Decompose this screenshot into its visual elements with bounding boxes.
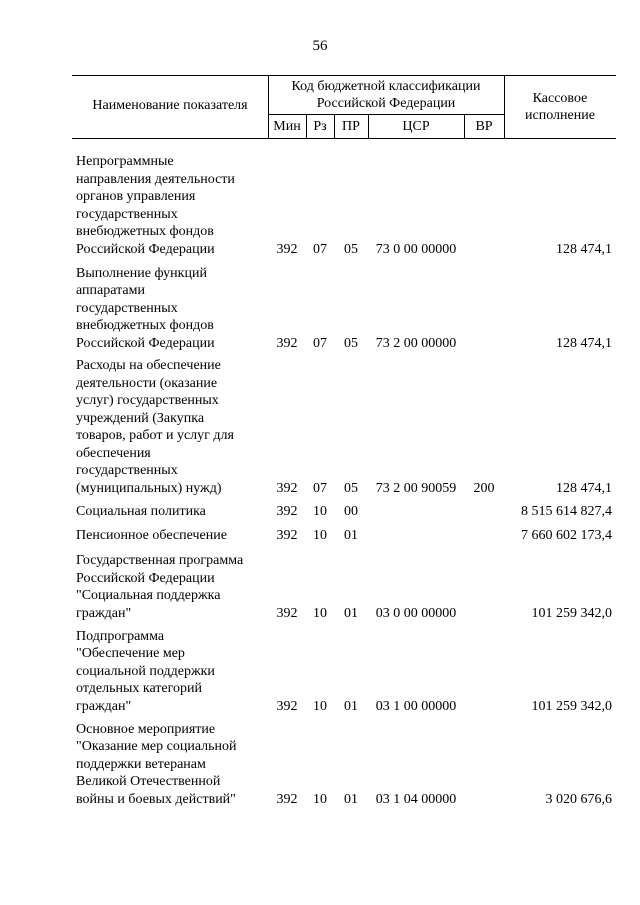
table-row <box>0 626 640 715</box>
row-amount: 128 474,1 <box>556 335 612 351</box>
header-vr: ВР <box>475 119 493 134</box>
row-name: Расходы на обеспечение деятельности (оказание услуг) государственных учреждений (Закупка товаров, работ и услуг для обеспечения государственных (муниципальных) нужд) <box>76 358 234 496</box>
row-min: 392 <box>276 503 298 519</box>
row-amount: 8 515 614 827,4 <box>521 503 612 519</box>
row-min: 392 <box>276 480 298 496</box>
row-pr: 05 <box>344 335 358 351</box>
row-amount: 101 259 342,0 <box>531 698 612 714</box>
row-name: Пенсионное обеспечение <box>76 527 227 543</box>
row-csr: 03 1 00 00000 <box>375 698 457 714</box>
row-csr: 03 0 00 00000 <box>375 605 457 621</box>
row-pr: 01 <box>344 605 358 621</box>
table-row <box>0 263 640 352</box>
row-rz: 10 <box>313 791 327 807</box>
table-row <box>0 550 640 622</box>
row-min: 392 <box>276 605 298 621</box>
row-amount: 128 474,1 <box>556 241 612 257</box>
table-row <box>0 526 640 544</box>
row-amount: 101 259 342,0 <box>531 605 612 621</box>
row-rz: 07 <box>313 241 327 257</box>
row-rz: 10 <box>313 503 327 519</box>
header-csr: ЦСР <box>402 119 430 134</box>
row-csr: 03 1 04 00000 <box>375 791 457 807</box>
row-amount: 7 660 602 173,4 <box>521 527 612 543</box>
row-rz: 10 <box>313 527 327 543</box>
header-min: Мин <box>273 119 301 134</box>
row-min: 392 <box>276 698 298 714</box>
row-vr: 200 <box>473 480 495 496</box>
row-rz: 10 <box>313 605 327 621</box>
row-name: Социальная политика <box>76 503 206 519</box>
row-csr: 73 0 00 00000 <box>375 241 457 257</box>
row-min: 392 <box>276 241 298 257</box>
row-rz: 07 <box>313 335 327 351</box>
header-name-col: Наименование показателя <box>92 98 248 113</box>
page-number: 56 <box>312 38 328 54</box>
header-code-group-line2: Российской Федерации <box>316 96 456 111</box>
table-row <box>0 719 640 808</box>
row-pr: 01 <box>344 527 358 543</box>
row-rz: 10 <box>313 698 327 714</box>
row-pr: 01 <box>344 698 358 714</box>
row-pr: 05 <box>344 480 358 496</box>
table-row <box>0 355 640 497</box>
row-min: 392 <box>276 791 298 807</box>
row-name: Государственная программа Российской Федерации "Социальная поддержка граждан" <box>76 553 244 621</box>
row-rz: 07 <box>313 480 327 496</box>
row-name: Подпрограмма "Обеспечение мер социальной поддержки отдельных категорий граждан" <box>76 628 215 714</box>
header-pr: ПР <box>342 119 360 134</box>
row-pr: 00 <box>344 503 358 519</box>
row-name: Выполнение функций аппаратами государственных внебюджетных фондов Российской Федерации <box>76 265 215 351</box>
row-min: 392 <box>276 527 298 543</box>
row-amount: 128 474,1 <box>556 480 612 496</box>
row-csr: 73 2 00 90059 <box>375 480 457 496</box>
table-row <box>0 152 640 258</box>
header-amount-line1: Кассовое <box>532 91 588 106</box>
header-code-group-line1: Код бюджетной классификации <box>291 79 481 94</box>
row-name: Непрограммные направления деятельности органов управления государственных внебюджетных фондов Российской Федерации <box>76 154 235 257</box>
header-amount-line2: исполнение <box>525 108 595 123</box>
table-row <box>0 502 640 520</box>
row-csr: 73 2 00 00000 <box>375 335 457 351</box>
header-rz: Рз <box>313 119 327 134</box>
row-min: 392 <box>276 335 298 351</box>
row-pr: 01 <box>344 791 358 807</box>
row-pr: 05 <box>344 241 358 257</box>
row-amount: 3 020 676,6 <box>545 791 612 807</box>
row-name: Основное мероприятие "Оказание мер социальной поддержки ветеранам Великой Отечественной войны и боевых действий" <box>76 721 237 807</box>
